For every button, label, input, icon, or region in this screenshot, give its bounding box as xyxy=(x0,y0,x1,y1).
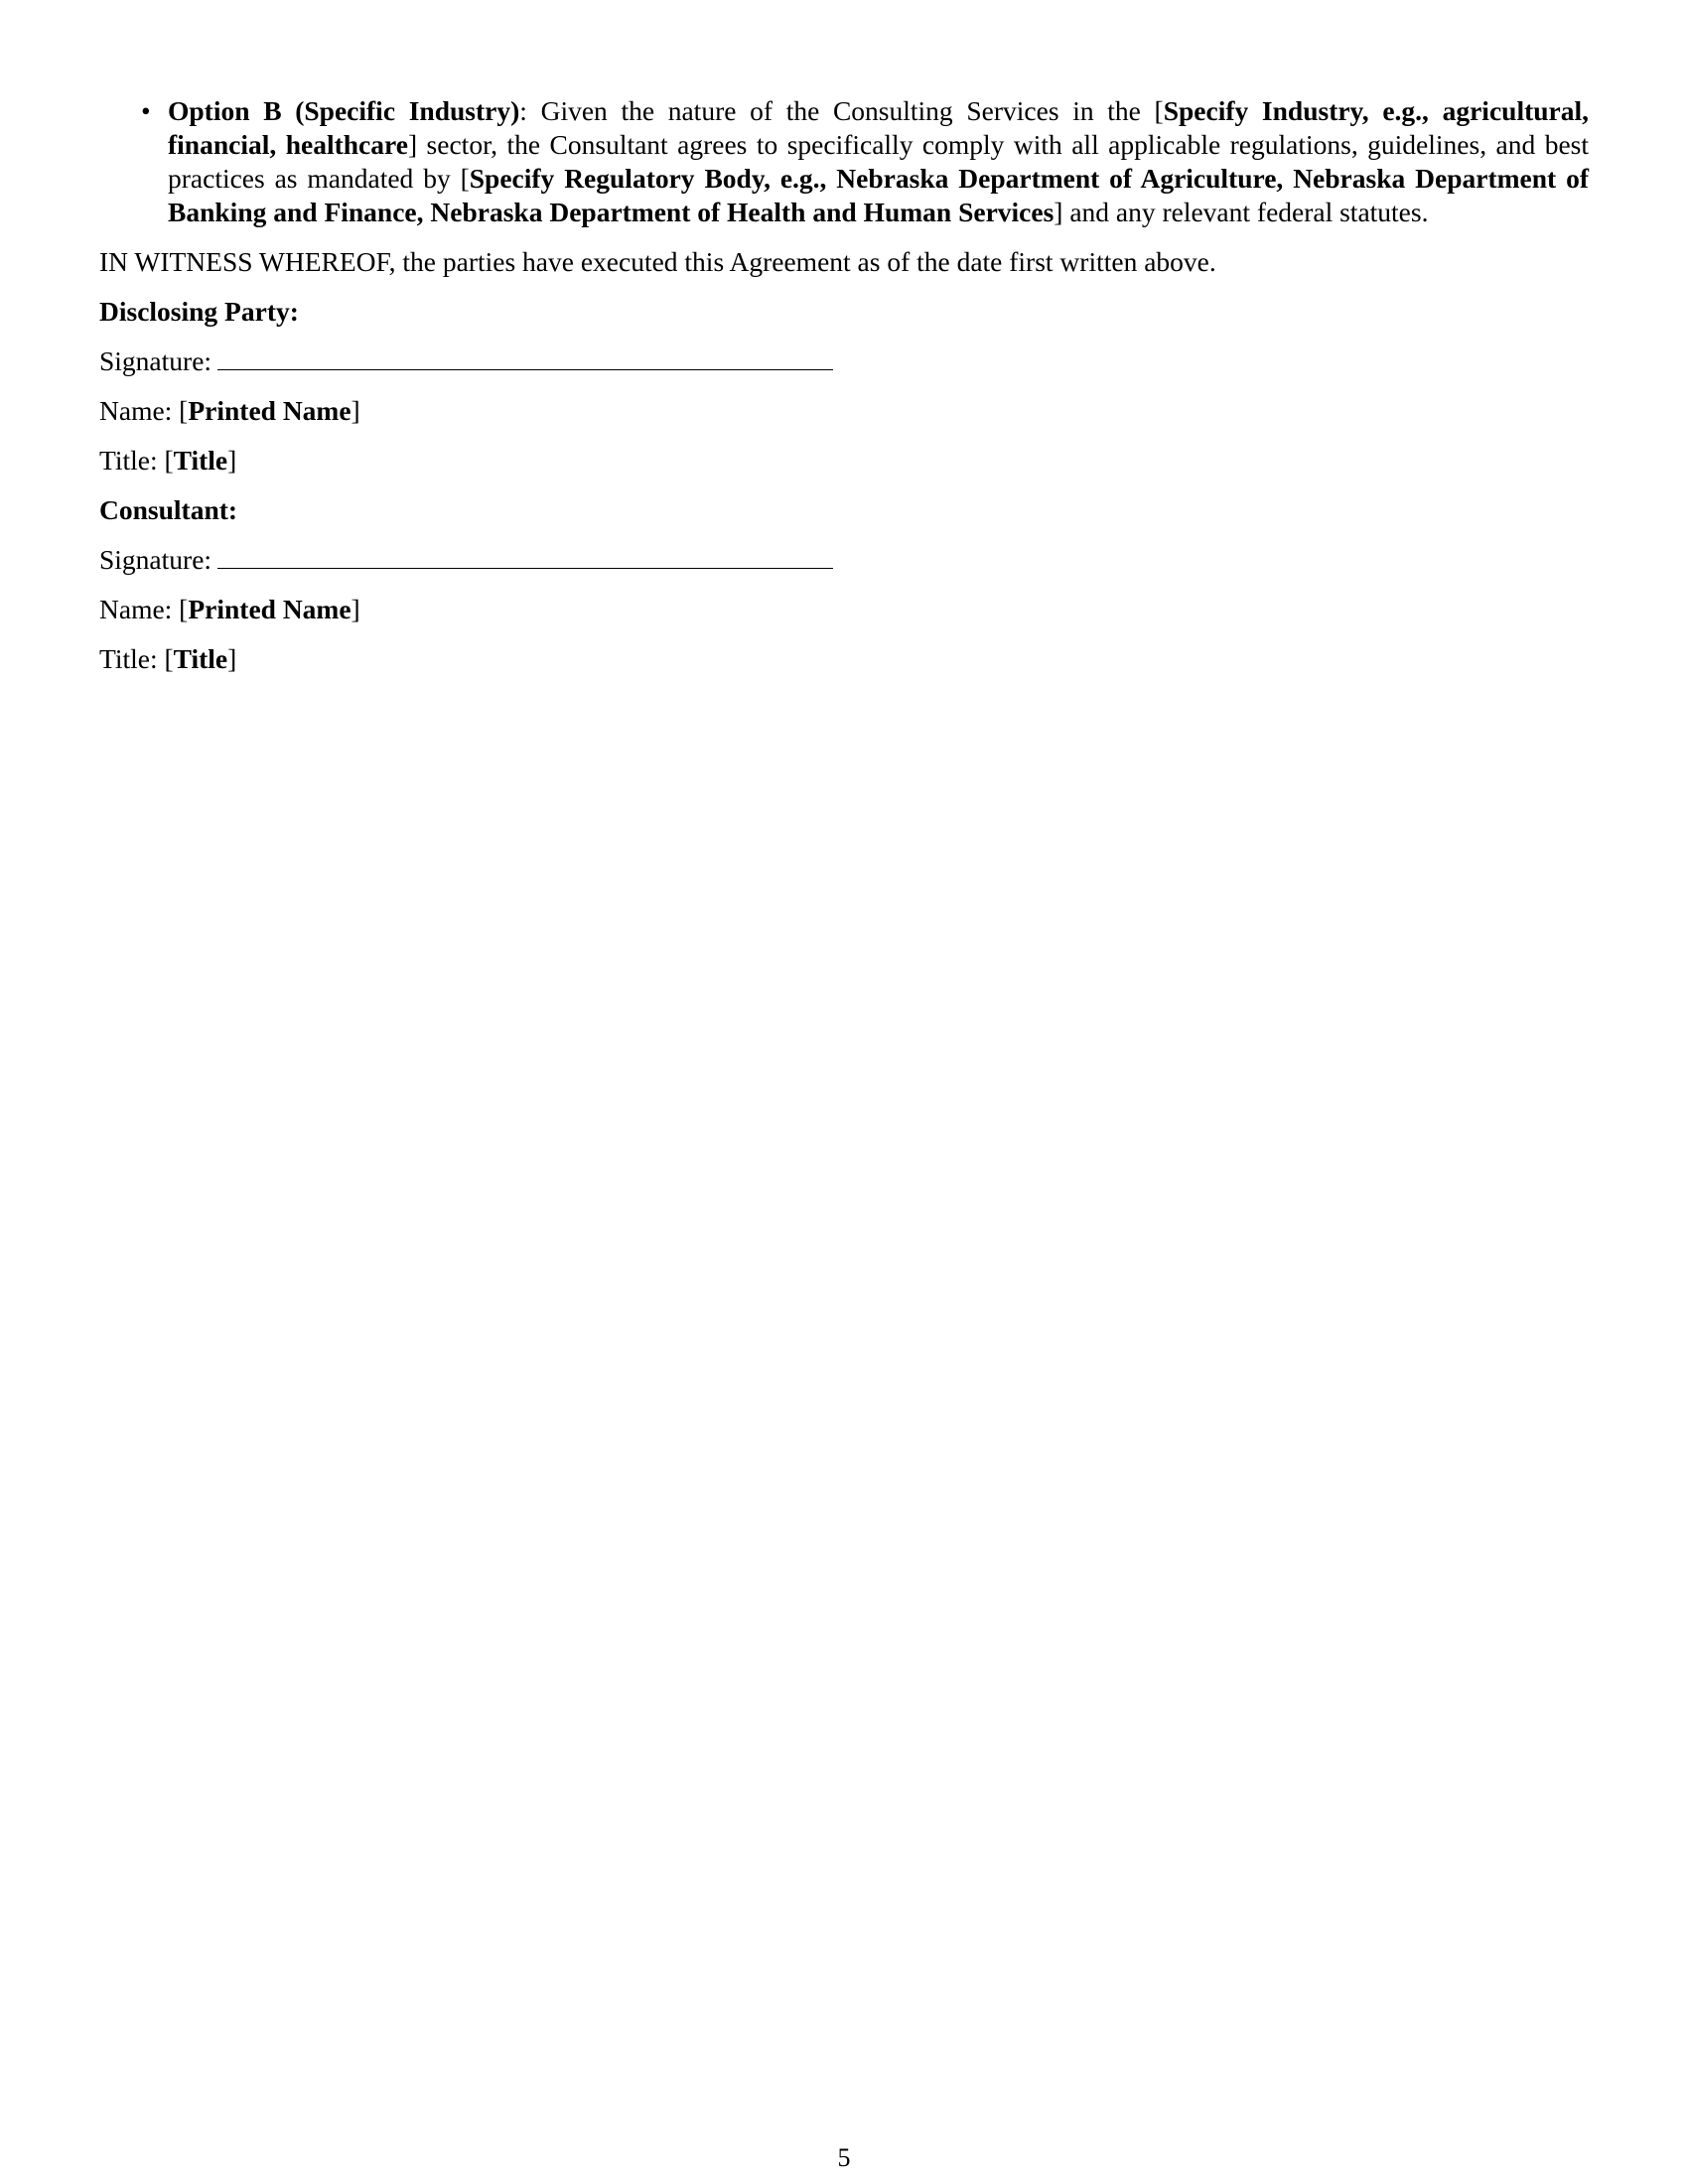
disclosing-party-title-row: Title: [Title] xyxy=(99,445,237,476)
consultant-heading: Consultant: xyxy=(99,494,238,525)
consultant-name-row: Name: [Printed Name] xyxy=(99,594,360,624)
industry-placeholder: Specify Industry, e.g., agricultural, financial, healthcare xyxy=(168,95,1590,160)
document-page xyxy=(99,94,1589,676)
title-label: Title: [ xyxy=(99,643,174,674)
option-b-text-2: ] sector, the Consultant agrees to specifically comply with all applicable regulations, guidelines, and best practices as mandated by [ xyxy=(168,129,1590,194)
name-label: Name: [ xyxy=(99,594,189,624)
option-b-text-3: ] and any relevant federal statutes. xyxy=(1054,197,1429,227)
consultant-signature-line[interactable] xyxy=(217,544,833,569)
disclosing-party-title-placeholder: Title xyxy=(173,445,228,476)
disclosing-party-signature-row xyxy=(99,344,1589,378)
regulator-placeholder: Specify Regulatory Body, e.g., Nebraska Department of Agriculture, Nebraska Department of Banking and Finance, Nebraska Department of Health and Human Services xyxy=(168,163,1589,227)
disclosing-party-heading: Disclosing Party: xyxy=(99,296,299,327)
consultant-signature-row xyxy=(99,543,1589,577)
page-number: 5 xyxy=(837,2143,851,2172)
signature-label: Signature: xyxy=(99,544,212,575)
witness-statement: IN WITNESS WHEREOF, the parties have executed this Agreement as of the date first written above. xyxy=(99,246,1216,277)
consultant-title-row: Title: [Title] xyxy=(99,643,237,674)
name-label: Name: [ xyxy=(99,395,189,426)
option-b-text-1: : Given the nature of the Consulting Services in the [ xyxy=(519,95,1164,126)
consultant-title-placeholder: Title xyxy=(173,643,228,674)
disclosing-party-signature-line[interactable] xyxy=(217,345,833,370)
disclosing-party-name-row: Name: [Printed Name] xyxy=(99,395,360,426)
consultant-name-placeholder: Printed Name xyxy=(188,594,352,624)
signature-label: Signature: xyxy=(99,345,212,376)
title-label: Title: [ xyxy=(99,445,174,476)
option-b-clause xyxy=(99,94,1589,229)
bullet-icon: • xyxy=(141,95,151,126)
disclosing-party-name-placeholder: Printed Name xyxy=(188,395,352,426)
option-b-label: Option B (Specific Industry) xyxy=(168,95,520,126)
